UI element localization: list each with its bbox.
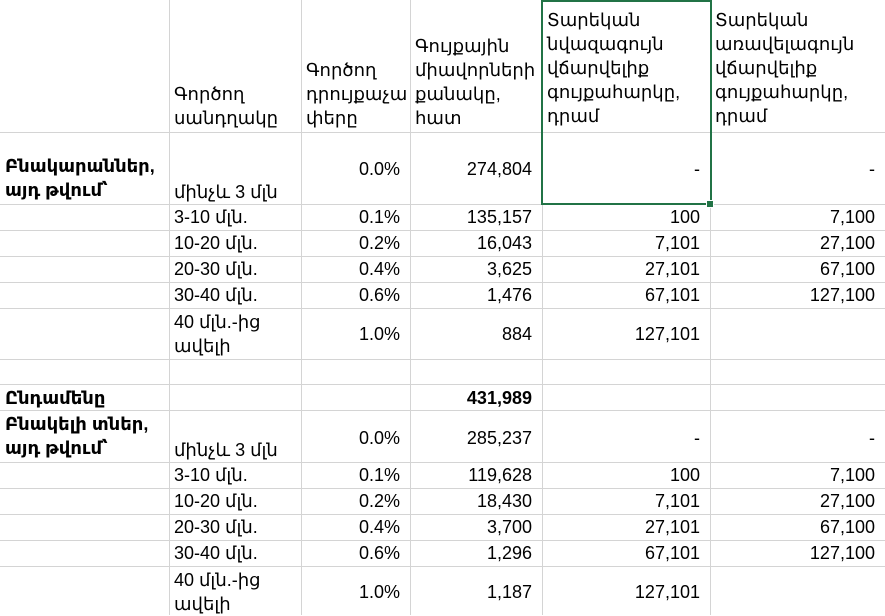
- cell-rate[interactable]: 0.0%: [358, 428, 400, 448]
- cell-rate[interactable]: 0.6%: [358, 543, 400, 563]
- cell-band[interactable]: 3-10 մլն.: [174, 207, 248, 227]
- cell-band[interactable]: 30-40 մլն.: [174, 285, 258, 305]
- cell-min-tax[interactable]: 27,101: [644, 259, 700, 279]
- cell-band[interactable]: 20-30 մլն.: [174, 517, 258, 537]
- cell-count[interactable]: 3,700: [486, 517, 532, 537]
- cell-rate[interactable]: 0.4%: [358, 517, 400, 537]
- header-property-count[interactable]: Գույքային միավորների քանակը, հատ: [415, 36, 536, 128]
- cell-count[interactable]: 274,804: [466, 159, 532, 179]
- cell-count[interactable]: 1,296: [486, 543, 532, 563]
- gridline: [0, 384, 885, 385]
- cell-min-tax[interactable]: 67,101: [644, 285, 700, 305]
- section-apartments-title[interactable]: Բնակարաններ, այդ թվում՝: [5, 156, 155, 200]
- cell-band[interactable]: 40 մլն.-ից ավելի: [174, 570, 261, 614]
- header-current-scale[interactable]: Գործող սանդղակը: [174, 84, 279, 128]
- header-current-rates[interactable]: Գործող դրույքաչա փերը: [306, 60, 408, 128]
- cell-count[interactable]: 1,476: [486, 285, 532, 305]
- cell-min-tax[interactable]: 7,101: [654, 491, 700, 511]
- cell-min-tax[interactable]: 27,101: [644, 517, 700, 537]
- cell-rate[interactable]: 0.2%: [358, 491, 400, 511]
- cell-max-tax[interactable]: 27,100: [819, 491, 875, 511]
- gridline: [0, 566, 885, 567]
- cell-max-tax[interactable]: 67,100: [819, 259, 875, 279]
- section-houses-title[interactable]: Բնակելի տներ, այդ թվում՝: [5, 414, 149, 458]
- cell-max-tax[interactable]: 7,100: [829, 207, 875, 227]
- cell-rate[interactable]: 1.0%: [358, 324, 400, 344]
- cell-max-tax[interactable]: 27,100: [819, 233, 875, 253]
- cell-count[interactable]: 3,625: [486, 259, 532, 279]
- cell-max-tax[interactable]: -: [869, 159, 875, 179]
- cell-min-tax[interactable]: -: [694, 159, 700, 179]
- gridline: [0, 359, 885, 360]
- cell-count[interactable]: 135,157: [466, 207, 532, 227]
- cell-count[interactable]: 16,043: [476, 233, 532, 253]
- cell-min-tax[interactable]: 67,101: [644, 543, 700, 563]
- active-cell-selection[interactable]: [541, 0, 712, 205]
- total-label[interactable]: Ընդամենը: [5, 388, 106, 408]
- cell-band[interactable]: 40 մլն.-ից ավելի: [174, 312, 261, 356]
- cell-band[interactable]: 20-30 մլն.: [174, 259, 258, 279]
- fill-handle[interactable]: [706, 200, 714, 208]
- cell-rate[interactable]: 0.4%: [358, 259, 400, 279]
- gridline: [0, 410, 885, 411]
- gridline: [0, 132, 885, 133]
- cell-rate[interactable]: 1.0%: [358, 582, 400, 602]
- cell-min-tax[interactable]: 127,101: [634, 324, 700, 344]
- cell-min-tax[interactable]: 127,101: [634, 582, 700, 602]
- cell-max-tax[interactable]: 67,100: [819, 517, 875, 537]
- cell-rate[interactable]: 0.2%: [358, 233, 400, 253]
- cell-min-tax[interactable]: -: [694, 428, 700, 448]
- cell-count[interactable]: 119,628: [468, 465, 532, 485]
- cell-count[interactable]: 884: [501, 324, 532, 344]
- cell-min-tax[interactable]: 100: [669, 465, 700, 485]
- header-annual-max-tax[interactable]: Տարեկան առավելագույն վճարվելիք գույքահարկը, դրամ: [715, 10, 855, 126]
- cell-min-tax[interactable]: 100: [669, 207, 700, 227]
- cell-max-tax[interactable]: 127,100: [809, 285, 875, 305]
- cell-rate[interactable]: 0.0%: [358, 159, 400, 179]
- cell-band[interactable]: մինչև 3 մլն: [174, 182, 278, 202]
- gridline: [0, 308, 885, 309]
- header-annual-min-tax[interactable]: Տարեկան նվազագույն վճարվելիք գույքահարկը, դրամ: [547, 10, 681, 126]
- cell-band[interactable]: մինչև 3 մլն: [174, 440, 278, 460]
- cell-count[interactable]: 18,430: [476, 491, 532, 511]
- cell-max-tax[interactable]: 127,100: [809, 543, 875, 563]
- cell-min-tax[interactable]: 7,101: [654, 233, 700, 253]
- cell-band[interactable]: 30-40 մլն.: [174, 543, 258, 563]
- total-value[interactable]: 431,989: [466, 388, 532, 408]
- cell-rate[interactable]: 0.6%: [358, 285, 400, 305]
- cell-count[interactable]: 1,187: [486, 582, 532, 602]
- cell-band[interactable]: 10-20 մլն.: [174, 491, 258, 511]
- cell-rate[interactable]: 0.1%: [358, 465, 400, 485]
- cell-count[interactable]: 285,237: [466, 428, 532, 448]
- cell-band[interactable]: 3-10 մլն.: [174, 465, 248, 485]
- cell-max-tax[interactable]: 7,100: [829, 465, 875, 485]
- cell-max-tax[interactable]: -: [869, 428, 875, 448]
- cell-band[interactable]: 10-20 մլն.: [174, 233, 258, 253]
- cell-rate[interactable]: 0.1%: [358, 207, 400, 227]
